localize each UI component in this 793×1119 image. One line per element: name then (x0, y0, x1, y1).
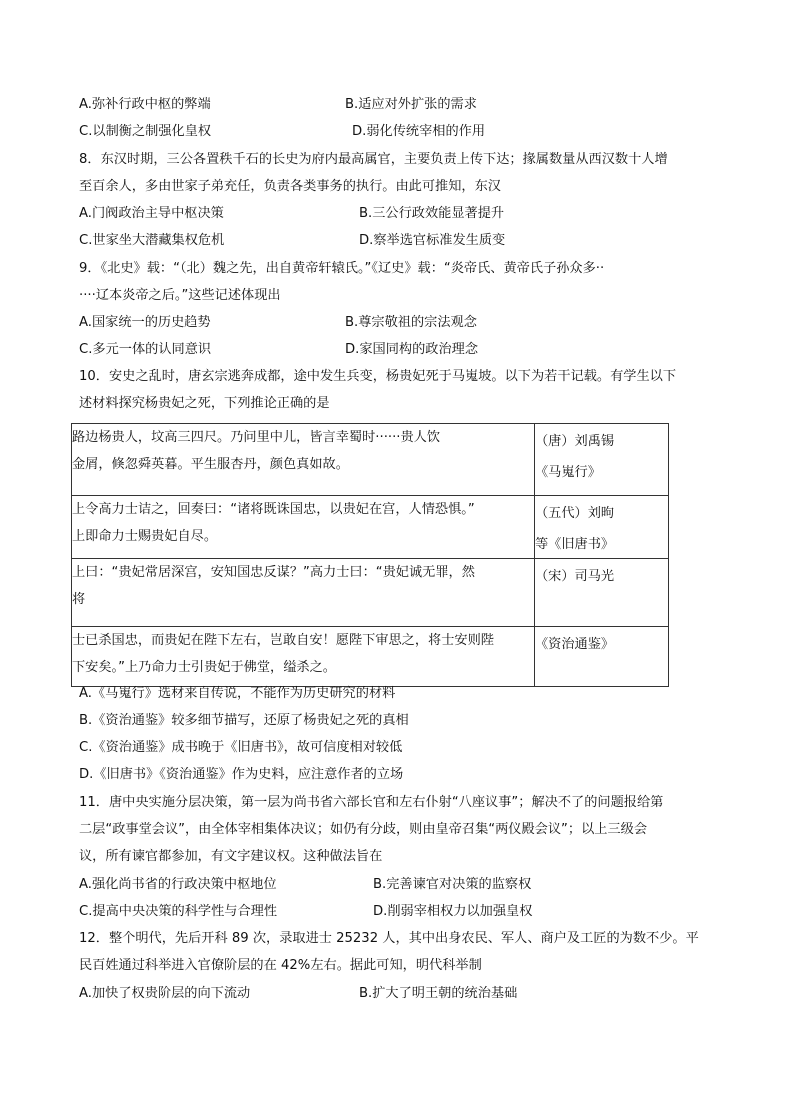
q11-option-d: D.削弱宰相权力以加强皇权 (373, 904, 533, 919)
q10-stem-line-1: 10．安史之乱时，唐玄宗逃奔成都，途中发生兵变，杨贵妃死于马嵬坡。以下为若干记载。有学生以下 (79, 369, 677, 384)
table-cell-text (72, 496, 535, 559)
cell-line: 士已杀国忠，而贵妃在陛下左右，岂敢自安！愿陛下审思之，将士安则陛 (72, 633, 494, 648)
cell-line (535, 658, 668, 662)
cell-line: 上即命力士赐贵妃自尽。 (72, 529, 218, 544)
cell-line: 《马嵬行》 (535, 465, 601, 480)
q9-option-b: B.尊宗敬祖的宗法观念 (345, 315, 477, 330)
table-cell-text (72, 424, 535, 496)
cell-line: 上曰：“贵妃常居深宫，安知国忠反谋？”高力士曰：“贵妃诚无罪，然 (72, 565, 475, 580)
q8-option-d: D.察举选官标准发生质变 (359, 233, 506, 248)
cell-line: 路边杨贵人，坟高三四尺。乃问里中儿，皆言幸蜀时······贵人饮 (72, 430, 441, 445)
q9-stem-line-2: ····辽本炎帝之后。”这些记述体现出 (79, 288, 281, 303)
q10-option-d: D.《旧唐书》《资治通鉴》作为史料，应注意作者的立场 (79, 767, 404, 782)
table-cell-source (535, 424, 669, 496)
q9-option-c: C.多元一体的认同意识 (79, 342, 212, 357)
table-cell-text (72, 627, 535, 687)
cell-line: （唐）刘禹锡 (535, 434, 615, 449)
q8-stem-line-1: 8．东汉时期，三公各置秩千石的长史为府内最高属官，主要负责上传下达；掾属数量从西汉数十人增 (79, 152, 668, 167)
cell-line: 等《旧唐书》 (535, 537, 615, 552)
q8-option-c: C.世家坐大潜藏集权危机 (79, 233, 225, 248)
cell-line: 金屑，倏忽舜英暮。平生服杏丹，颜色真如故。 (72, 457, 349, 472)
table-cell-text (72, 559, 535, 627)
table-cell-source (535, 627, 669, 687)
table-cell-source (535, 496, 669, 559)
q10-option-b: B.《资治通鉴》较多细节描写，还原了杨贵妃之死的真相 (79, 713, 409, 728)
q11-option-c: C.提高中央决策的科学性与合理性 (79, 904, 278, 919)
q12-stem-line-2: 民百姓通过科举进入官僚阶层的在 42%左右。据此可知，明代科举制 (79, 958, 482, 973)
q12-option-b: B.扩大了明王朝的统治基础 (359, 986, 518, 1001)
table-row (72, 496, 669, 559)
table-row (72, 627, 669, 687)
q7-option-c: C.以制衡之制强化皇权 (79, 124, 212, 139)
q10-stem-line-2: 述材料探究杨贵妃之死，下列推论正确的是 (79, 396, 330, 411)
q10-option-c: C.《资治通鉴》成书晚于《旧唐书》，故可信度相对较低 (79, 740, 403, 755)
cell-line: 上令高力士诘之，回奏曰：“诸将既诛国忠，以贵妃在宫，人情恐惧。” (72, 502, 475, 517)
q7-option-a: A.弥补行政中枢的弊端 (79, 97, 211, 112)
q11-stem-line-3: 议，所有谏官都参加，有文字建议权。这种做法旨在 (79, 849, 383, 864)
q12-stem-line-1: 12．整个明代，先后开科 89 次，录取进士 25232 人，其中出身农民、军人、商户及工匠的为数不少。平 (79, 931, 699, 946)
q12-option-a: A.加快了权贵阶层的向下流动 (79, 986, 251, 1001)
cell-line: 《资治通鉴》 (535, 637, 615, 652)
table-row (72, 559, 669, 627)
q7-option-d: D.弱化传统宰相的作用 (352, 124, 486, 139)
q10-option-a: A.《马嵬行》选材来自传说，不能作为历史研究的材料 (79, 686, 396, 701)
cell-line: （宋）司马光 (535, 569, 615, 584)
cell-line: （五代）刘昫 (535, 506, 615, 521)
cell-line: 下安矣。”上乃命力士引贵妃于佛堂，缢杀之。 (72, 660, 336, 675)
cell-line: 将 (72, 592, 86, 607)
q11-option-a: A.强化尚书省的行政决策中枢地位 (79, 877, 277, 892)
q7-option-b: B.适应对外扩张的需求 (345, 97, 477, 112)
q8-stem-line-2: 至百余人，多由世家子弟充任，负责各类事务的执行。由此可推知，东汉 (79, 179, 501, 194)
q11-stem-line-2: 二层“政事堂会议”，由全体宰相集体决议；如仍有分歧，则由皇帝召集“两仪殿会议”；以上三级会 (79, 822, 648, 837)
q9-option-a: A.国家统一的历史趋势 (79, 315, 211, 330)
cell-line (535, 590, 668, 594)
q9-option-d: D.家国同构的政治理念 (345, 342, 479, 357)
table-row (72, 424, 669, 496)
q8-option-a: A.门阀政治主导中枢决策 (79, 206, 224, 221)
q11-option-b: B.完善谏官对决策的监察权 (373, 877, 532, 892)
q11-stem-line-1: 11．唐中央实施分层决策，第一层为尚书省六部长官和左右仆射“八座议事”；解决不了的问题报给第 (79, 795, 664, 810)
q9-stem-line-1: 9．《北史》载：“（北）魏之先，出自黄帝轩辕氏。”《辽史》载：“炎帝氏、黄帝氏子孙众多·· (79, 261, 605, 276)
q10-source-table (71, 423, 669, 687)
table-cell-source (535, 559, 669, 627)
q8-option-b: B.三公行政效能显著提升 (359, 206, 505, 221)
